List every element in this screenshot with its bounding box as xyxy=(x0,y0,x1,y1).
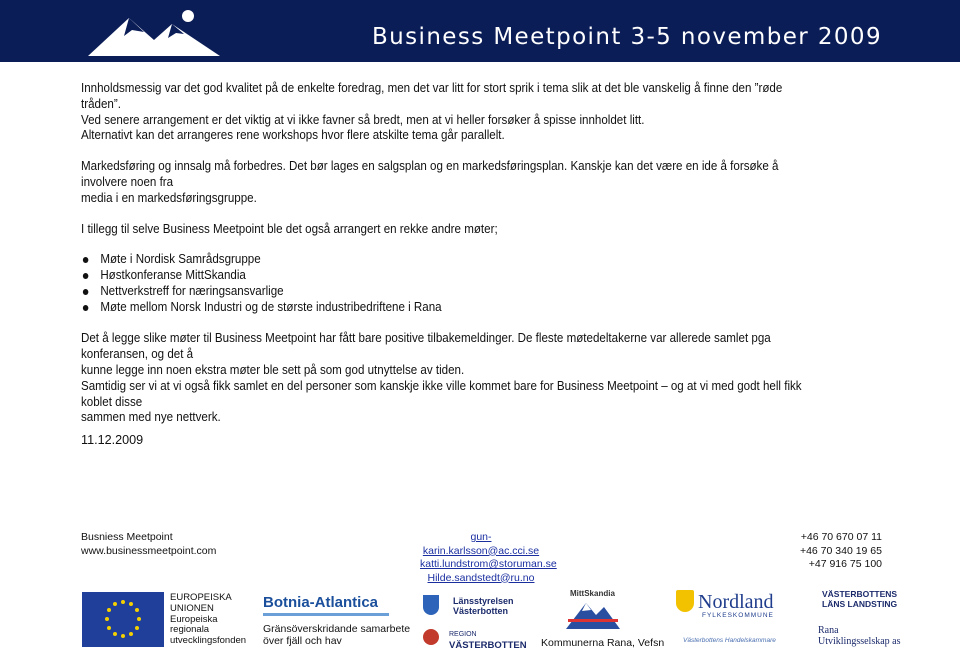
email-link[interactable]: katti.lundstrom@storuman.se xyxy=(420,558,557,570)
paragraph-line: sammen med nye nettverk. xyxy=(81,410,221,425)
list-item: Møte mellom Norsk Industri og de største industribedriftene i Rana xyxy=(81,300,817,316)
paragraph-line: Ved senere arrangement er det viktig at vi ikke favner så bredt, men at vi heller forsøker å spisse innholdet litt. xyxy=(81,112,645,127)
landsting-logo: VÄSTERBOTTENS LÄNS LANDSTING xyxy=(822,589,898,609)
header-banner xyxy=(0,0,960,62)
phone-number: +47 916 75 100 xyxy=(808,558,882,570)
phone-number: +46 70 340 19 65 xyxy=(799,544,882,557)
footer-emails xyxy=(420,531,557,585)
footer-phones xyxy=(800,531,882,572)
bullet-icon xyxy=(83,257,89,263)
email-link[interactable]: Hilde.sandstedt@ru.no xyxy=(427,571,535,584)
paragraph-line: Alternativt kan det arrangeres rene workshops hvor flere atskilte tema går parallelt. xyxy=(81,128,505,143)
organizer-name: Busniess Meetpoint xyxy=(81,531,173,543)
rana-logo: Rana Utviklingsselskap as xyxy=(818,625,901,647)
paragraph-line: media i en markedsføringsgruppe. xyxy=(81,190,257,205)
nordland-crest-icon xyxy=(676,590,694,612)
mountain-logo-icon xyxy=(84,4,224,58)
page-title: Business Meetpoint 3-5 november 2009 xyxy=(371,24,882,50)
handelskammare-logo: Västerbottens Handelskammare xyxy=(683,637,776,644)
mittskandia-label: MittSkandia xyxy=(570,589,615,598)
botnia-tagline: Gränsöverskridande samarbete över fjäll och hav xyxy=(263,623,411,647)
nordland-logo: Nordland xyxy=(698,591,774,613)
list-item: Høstkonferanse MittSkandia xyxy=(81,268,817,284)
paragraph-line: Innholdsmessig var det god kvalitet på de enkelte foredrag, men det var litt for stort sprik i tema slik at det ble vanskelig å finne den ”røde tråden”. xyxy=(81,81,783,111)
botnia-underline xyxy=(263,613,389,616)
footer-left xyxy=(81,531,216,558)
eu-label: EUROPEISKA UNIONEN Europeiska regionala utvecklingsfonden xyxy=(170,592,247,647)
document-date: 11.12.2009 xyxy=(81,433,144,447)
list-item: Møte i Nordisk Samrådsgruppe xyxy=(81,252,817,268)
bullet-icon xyxy=(83,273,89,279)
botnia-atlantica-logo: Botnia-Atlantica xyxy=(263,594,379,611)
sponsor-logos: EUROPEISKA UNIONEN Europeiska regionala utvecklingsfonden Botnia-Atlantica Gränsöverskridande samarbete över fjäll och hav Länsstyrelsen Västerbotten REGION VÄSTERBOTTEN MittSkandia Kommunerna Rana, Vefsn Nordland FYLKESKOMMUNE Västerbottens Handelskammare VÄSTERBOTTENS LÄNS LANDSTING Rana Utviklingsselskap as xyxy=(0,585,960,653)
paragraph-line: Samtidig ser vi at vi også fikk samlet en del personer som kanskje ikke ville kommet bare for Business Meetpoint – og at vi med godt hell fikk koblet disse xyxy=(81,378,802,409)
website-link[interactable]: www.businessmeetpoint.com xyxy=(81,544,217,557)
bullet-icon xyxy=(83,289,89,295)
kommunerna-label: Kommunerna Rana, Vefsn xyxy=(541,637,665,649)
paragraph-line: kunne legge inn noen ekstra møter ble sett på som god utnyttelse av tiden. xyxy=(81,362,465,377)
meeting-list xyxy=(81,252,817,316)
email-link[interactable]: gun-karin.karlsson@ac.cci.se xyxy=(422,531,540,557)
report-body xyxy=(81,81,817,426)
crest-icon xyxy=(423,595,439,615)
list-item: Nettverkstreff for næringsansvarlige xyxy=(81,284,817,300)
paragraph-line: Det å legge slike møter til Business Meetpoint har fått bare positive tilbakemeldinger. De fleste møtedeltakerne var allerede samlet pga konferansen, og det å xyxy=(81,331,771,362)
paragraph-line: Markedsføring og innsalg må forbedres. Det bør lages en salgsplan og en markedsføringsplan. Kanskje kan det være en ide å forsøke å involvere noen fra xyxy=(81,159,779,189)
bullet-icon xyxy=(83,305,89,311)
region-mark-icon xyxy=(423,629,439,645)
nordland-subtitle: FYLKESKOMMUNE xyxy=(702,612,774,619)
paragraph-line: I tillegg til selve Business Meetpoint ble det også arrangert en rekke andre møter; xyxy=(81,221,498,236)
phone-number: +46 70 670 07 11 xyxy=(800,531,882,543)
eu-flag-icon xyxy=(82,592,164,647)
